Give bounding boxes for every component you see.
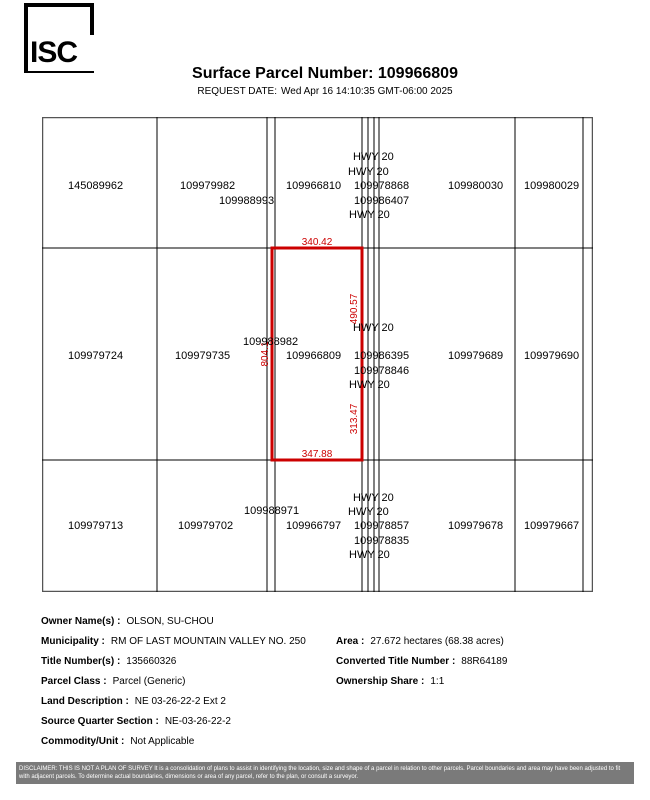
parcel-label: 109979713 [68, 520, 124, 532]
dimension-right-upper: 490.57 [349, 293, 360, 325]
parcel-label: 109986395 [354, 350, 410, 362]
source-quarter-value: NE-03-26-22-2 [164, 716, 231, 727]
title-number-row [41, 656, 176, 667]
parcel-label: 145089962 [68, 180, 124, 192]
owner-label: Owner Name(s) : [41, 616, 121, 627]
disclaimer-banner: DISCLAIMER: THIS IS NOT A PLAN OF SURVEY It is a consolidation of plans to assist in identifying the location, size and shape of a parcel in relation to other parcels. Parcel boundaries and area may have been adjusted to fit with adjacent parcels. To determine actual boundaries, dimensions or area of any parcel, refer to the plan, or consult a surveyor. [16, 762, 634, 784]
parcel-label: 109988971 [244, 505, 300, 517]
converted-title-row [336, 656, 507, 667]
parcel-label: 109966809 [286, 350, 342, 362]
converted-title-label: Converted Title Number : [336, 656, 456, 667]
parcel-label: 109966797 [286, 520, 342, 532]
dimension-bottom: 347.88 [301, 449, 333, 460]
title-number-value: 135660326 [126, 656, 177, 667]
commodity-value: Not Applicable [130, 736, 195, 747]
title-number-label: Title Number(s) : [41, 656, 121, 667]
parcel-label: 109978835 [354, 535, 410, 547]
parcel-class-label: Parcel Class : [41, 676, 107, 687]
parcel-label: 109980029 [524, 180, 580, 192]
converted-title-value: 88R64189 [461, 656, 508, 667]
parcel-class-row [41, 676, 185, 687]
parcel-label: 109978846 [354, 365, 410, 377]
owner-value: OLSON, SU-CHOU [126, 616, 214, 627]
ownership-share-row [336, 676, 444, 687]
highway-label: HWY 20 [349, 379, 390, 391]
source-quarter-row [41, 716, 231, 727]
land-description-label: Land Description : [41, 696, 129, 707]
dimension-right-lower: 313.47 [349, 403, 360, 435]
parcel-label: 109979689 [448, 350, 504, 362]
dimension-left: 804.1 [260, 341, 271, 367]
parcel-label: 109979982 [180, 180, 236, 192]
parcel-map [42, 117, 593, 592]
ownership-share-label: Ownership Share : [336, 676, 425, 687]
highway-label: HWY 20 [353, 151, 394, 163]
area-value: 27.672 hectares (68.38 acres) [370, 636, 504, 647]
area-row [336, 636, 504, 647]
parcel-label: 109979690 [524, 350, 580, 362]
municipality-row [41, 636, 306, 647]
isc-logo-text: ISC [28, 35, 102, 71]
isc-logo [24, 3, 94, 73]
highway-label: HWY 20 [349, 209, 390, 221]
parcel-label: 109979724 [68, 350, 124, 362]
land-description-value: NE 03-26-22-2 Ext 2 [134, 696, 226, 707]
commodity-row [41, 736, 194, 747]
parcel-label: 109988982 [243, 336, 299, 348]
parcel-label: 109979735 [175, 350, 231, 362]
highway-label: HWY 20 [348, 506, 389, 518]
parcel-label: 109986407 [354, 195, 410, 207]
municipality-label: Municipality : [41, 636, 105, 647]
area-label: Area : [336, 636, 365, 647]
request-date [0, 86, 650, 97]
parcel-label: 109979678 [448, 520, 504, 532]
parcel-label: 109978857 [354, 520, 410, 532]
parcel-label: 109980030 [448, 180, 504, 192]
highway-label: HWY 20 [353, 492, 394, 504]
highway-label: HWY 20 [349, 549, 390, 561]
parcel-label: 109966810 [286, 180, 342, 192]
request-date-value: Wed Apr 16 14:10:35 GMT-06:00 2025 [281, 86, 453, 97]
page-title: Surface Parcel Number: 109966809 [192, 65, 458, 82]
dimension-top: 340.42 [301, 237, 333, 248]
parcel-label: 109979702 [178, 520, 234, 532]
parcel-label: 109978868 [354, 180, 410, 192]
ownership-share-value: 1:1 [430, 676, 445, 687]
owner-row [41, 616, 214, 627]
highway-label: HWY 20 [348, 166, 389, 178]
parcel-label: 109979667 [524, 520, 580, 532]
request-date-label: REQUEST DATE: [197, 86, 278, 97]
highway-label: HWY 20 [353, 322, 394, 334]
source-quarter-label: Source Quarter Section : [41, 716, 159, 727]
parcel-class-value: Parcel (Generic) [112, 676, 186, 687]
municipality-value: RM OF LAST MOUNTAIN VALLEY NO. 250 [110, 636, 306, 647]
parcel-label: 109988993 [219, 195, 275, 207]
commodity-label: Commodity/Unit : [41, 736, 125, 747]
land-description-row [41, 696, 226, 707]
